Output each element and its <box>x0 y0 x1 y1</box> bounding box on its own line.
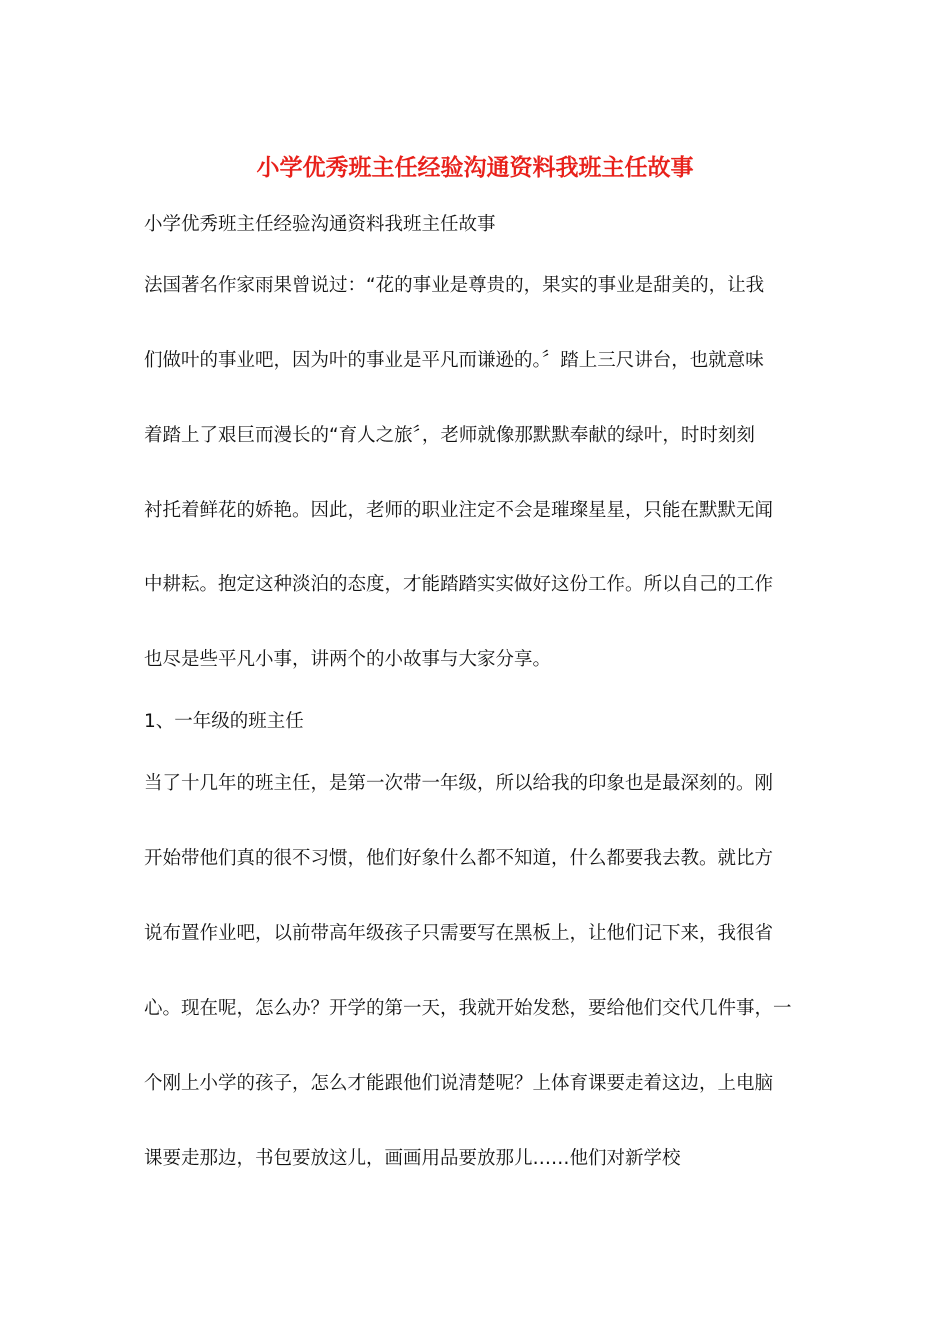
paragraph-line: 当了十几年的班主任，是第一次带一年级，所以给我的印象也是最深刻的。刚 <box>144 773 774 794</box>
paragraph-line: 们做叶的事业吧，因为叶的事业是平凡而谦逊的。〞踏上三尺讲台，也就意味 <box>144 350 764 371</box>
paragraph-line: 法国著名作家雨果曾说过：“花的事业是尊贵的，果实的事业是甜美的，让我 <box>144 275 765 296</box>
paragraph-line: 课要走那边，书包要放这儿，画画用品要放那儿……他们对新学校 <box>144 1148 681 1169</box>
document-title: 小学优秀班主任经验沟通资料我班主任故事 <box>256 154 694 181</box>
subtitle-line: 小学优秀班主任经验沟通资料我班主任故事 <box>144 214 496 235</box>
paragraph-line: 着踏上了艰巨而漫长的“育人之旅〞，老师就像那默默奉献的绿叶，时时刻刻 <box>144 425 755 446</box>
paragraph-line: 衬托着鲜花的娇艳。因此，老师的职业注定不会是璀璨星星，只能在默默无闻 <box>144 500 774 521</box>
paragraph-line: 也尽是些平凡小事，讲两个的小故事与大家分享。 <box>144 649 552 670</box>
paragraph-line: 中耕耘。抱定这种淡泊的态度，才能踏踏实实做好这份工作。所以自己的工作 <box>144 574 774 595</box>
paragraph-line: 说布置作业吧，以前带高年级孩子只需要写在黑板上，让他们记下来，我很省 <box>144 923 774 944</box>
paragraph-line: 开始带他们真的很不习惯，他们好象什么都不知道，什么都要我去教。就比方 <box>144 848 774 869</box>
paragraph-line: 心。现在呢，怎么办？开学的第一天，我就开始发愁，要给他们交代几件事，一 <box>144 998 792 1019</box>
section-heading: 1、一年级的班主任 <box>144 711 304 732</box>
paragraph-line: 个刚上小学的孩子，怎么才能跟他们说清楚呢？上体育课要走着这边，上电脑 <box>144 1073 774 1094</box>
